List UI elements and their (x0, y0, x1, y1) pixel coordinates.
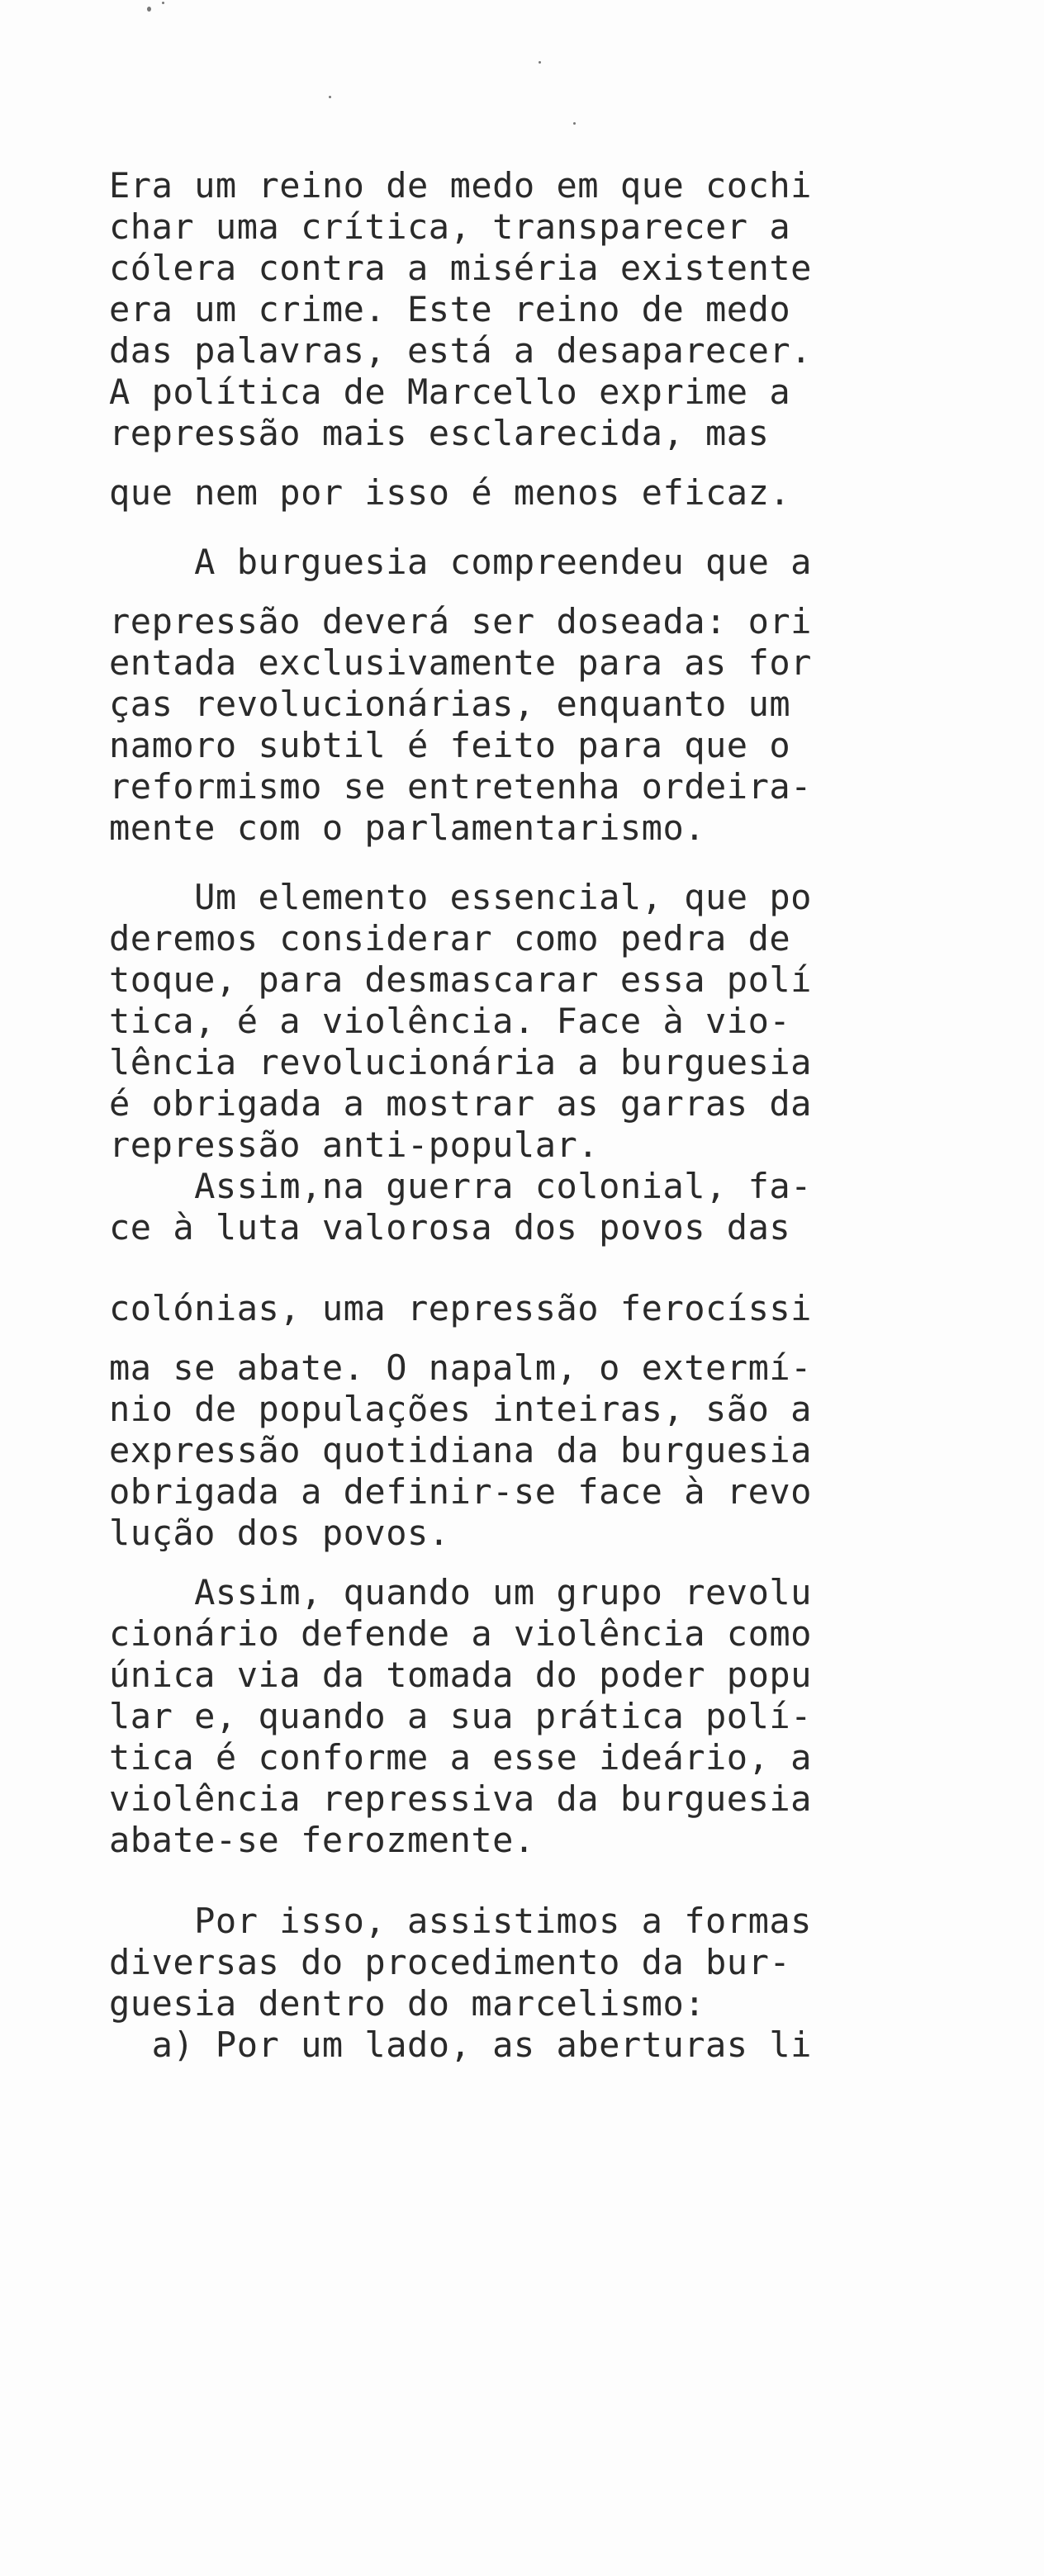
text-line: tica é conforme a esse ideário, a (109, 1737, 812, 1778)
text-line: lar e, quando a sua prática polí- (109, 1696, 812, 1736)
text-line: única via da tomada do poder popu (109, 1655, 812, 1695)
text-line: lução dos povos. (109, 1513, 450, 1553)
text-line: entada exclusivamente para as for (109, 642, 812, 683)
ink-speck (539, 61, 541, 64)
ink-speck (147, 7, 151, 12)
paragraph-5 (109, 1572, 935, 1861)
text-line: das palavras, está a desaparecer. (109, 330, 812, 371)
text-line: A burguesia compreendeu que a (109, 542, 812, 582)
text-line: expressão quotidiana da burguesia (109, 1430, 812, 1470)
text-line: reformismo se entretenha ordeira- (109, 766, 812, 807)
paragraph-1 (109, 165, 935, 514)
text-line: é obrigada a mostrar as garras da (109, 1083, 812, 1124)
text-line: Era um reino de medo em que cochi (109, 165, 812, 206)
paragraph-6 (109, 1901, 935, 2066)
text-line: Assim,na guerra colonial, fa- (109, 1166, 812, 1206)
text-line: guesia dentro do marcelismo: (109, 1983, 706, 2024)
text-line: lência revolucionária a burguesia (109, 1042, 812, 1082)
text-line: cólera contra a miséria existente (109, 248, 812, 288)
text-line: deremos considerar como pedra de (109, 918, 791, 959)
text-line: ce à luta valorosa dos povos das (109, 1207, 791, 1248)
text-line: diversas do procedimento da bur- (109, 1942, 791, 1982)
typescript-text (109, 165, 935, 2066)
text-line: ma se abate. O napalm, o extermí- (109, 1347, 812, 1388)
text-line: mente com o parlamentarismo. (109, 807, 706, 848)
text-line: toque, para desmascarar essa polí (109, 959, 812, 1000)
paragraph-2 (109, 542, 935, 849)
ink-speck (329, 96, 331, 98)
text-line: abate-se ferozmente. (109, 1820, 535, 1860)
text-line: Um elemento essencial, que po (109, 877, 812, 917)
text-line: obrigada a definir-se face à revo (109, 1471, 812, 1512)
text-line: cionário defende a violência como (109, 1613, 812, 1654)
text-line: violência repressiva da burguesia (109, 1778, 812, 1819)
text-line: que nem por isso é menos eficaz. (109, 472, 791, 513)
text-line: Por isso, assistimos a formas (109, 1901, 812, 1941)
text-line: repressão anti-popular. (109, 1125, 600, 1165)
text-line: ças revolucionárias, enquanto um (109, 684, 791, 724)
ink-speck (162, 2, 164, 4)
text-line: nio de populações inteiras, são a (109, 1389, 812, 1429)
text-line: a) Por um lado, as aberturas li (109, 2024, 812, 2065)
text-line: char uma crítica, transparecer a (109, 206, 791, 247)
text-line: repressão deverá ser doseada: ori (109, 601, 812, 642)
text-line: A política de Marcello exprime a (109, 372, 791, 412)
text-line: namoro subtil é feito para que o (109, 725, 791, 765)
text-line: Assim, quando um grupo revolu (109, 1572, 812, 1612)
text-line: colónias, uma repressão ferocíssi (109, 1288, 812, 1328)
paragraph-4 (109, 1166, 935, 1554)
text-line: repressão mais esclarecida, mas (109, 413, 770, 453)
ink-speck (573, 122, 576, 125)
text-line: tica, é a violência. Face à vio- (109, 1001, 791, 1041)
text-line: era um crime. Este reino de medo (109, 289, 791, 329)
paragraph-3 (109, 877, 935, 1166)
